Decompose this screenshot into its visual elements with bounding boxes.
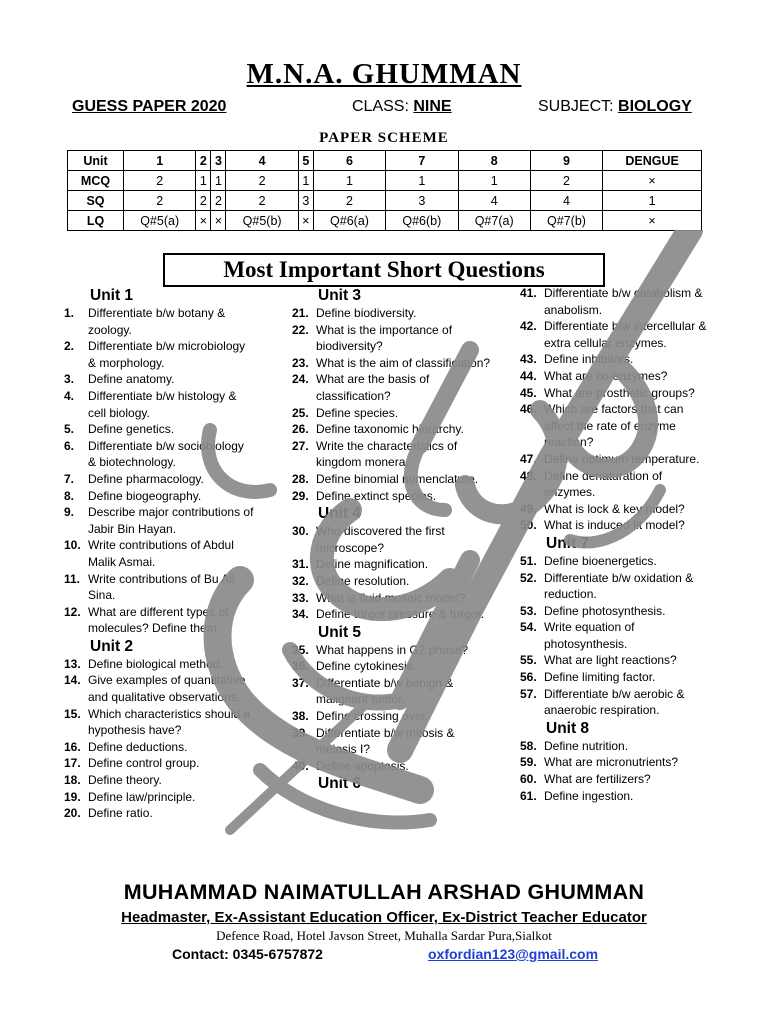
scheme-cell: 2: [124, 171, 196, 191]
question-number: 14.: [64, 673, 81, 688]
question-item: [64, 571, 254, 604]
question-item: [64, 504, 254, 537]
question-item: [64, 772, 254, 789]
scheme-row-label: MCQ: [68, 171, 124, 191]
question-item: [64, 672, 254, 705]
question-number: 61.: [520, 788, 537, 803]
scheme-header-cell: Unit: [68, 151, 124, 171]
question-number: 24.: [292, 372, 309, 387]
question-number: 20.: [64, 806, 81, 821]
question-text: What are different types of molecules? Define them.: [88, 604, 229, 636]
scheme-cell: 1: [603, 191, 702, 211]
unit-heading: Unit 6: [318, 775, 362, 793]
scheme-cell: Q#6(a): [313, 211, 385, 231]
section-banner: Most Important Short Questions: [163, 253, 605, 287]
scheme-header-cell: 1: [124, 151, 196, 171]
question-text: Define ratio.: [88, 806, 153, 821]
question-item: [520, 351, 715, 368]
question-text: Differentiate b/w benign & malignant tumor.: [316, 675, 454, 707]
question-item: [64, 488, 254, 505]
question-number: 19.: [64, 789, 81, 804]
question-text: What are the basis of classification?: [316, 372, 430, 403]
question-text: What is fluid mosaic model?: [316, 590, 466, 605]
contact-phone: Contact: 0345-6757872: [172, 946, 323, 962]
scheme-cell: 2: [226, 191, 298, 211]
scheme-cell: Q#6(b): [386, 211, 458, 231]
question-number: 23.: [292, 355, 309, 370]
question-text: Which characteristics should a hypothesis have?: [88, 706, 251, 738]
question-text: Differentiate b/w microbiology & morphology.: [88, 339, 246, 370]
scheme-header-cell: DENGUE: [603, 151, 702, 171]
question-item: [292, 708, 492, 725]
question-number: 49.: [520, 501, 537, 516]
question-number: 18.: [64, 773, 81, 788]
guess-paper-label: GUESS PAPER 2020: [72, 98, 227, 115]
scheme-cell: 2: [124, 191, 196, 211]
question-number: 48.: [520, 468, 537, 483]
question-item: [520, 285, 715, 318]
question-number: 9.: [64, 505, 75, 520]
question-text: Define bioenergetics.: [544, 553, 657, 568]
class-label: CLASS:: [352, 98, 409, 115]
question-item: [64, 471, 254, 488]
questions-column-3: [520, 285, 715, 804]
author-role: Headmaster, Ex-Assistant Education Officer, Ex-District Teacher Educator: [121, 909, 647, 926]
question-text: Differentiate b/w mitosis & meiosis I?: [316, 725, 455, 757]
question-text: Define genetics.: [88, 422, 175, 437]
question-item: [292, 471, 492, 488]
question-text: Define biodiversity.: [316, 306, 417, 320]
subject-value: BIOLOGY: [618, 98, 692, 115]
scheme-header-cell: 6: [313, 151, 385, 171]
question-text: Define control group.: [88, 756, 200, 771]
question-number: 58.: [520, 738, 537, 753]
question-number: 43.: [520, 352, 537, 367]
question-number: 56.: [520, 670, 537, 685]
question-text: Define biogeography.: [88, 488, 202, 503]
scheme-cell: 2: [196, 191, 211, 211]
question-item: [292, 488, 492, 505]
question-text: Define pharmacology.: [88, 471, 204, 486]
question-text: Differentiate b/w histology & cell biology.: [88, 388, 237, 420]
question-number: 36.: [292, 659, 309, 674]
question-number: 33.: [292, 590, 309, 605]
question-text: Define anatomy.: [88, 372, 175, 387]
question-text: Differentiate b/w sociobiology & biotechnology.: [88, 438, 244, 470]
question-item: [292, 675, 492, 708]
question-number: 37.: [292, 675, 309, 690]
question-number: 28.: [292, 471, 309, 486]
question-number: 54.: [520, 620, 537, 635]
scheme-cell: 2: [313, 191, 385, 211]
question-number: 57.: [520, 686, 537, 701]
scheme-cell: 2: [530, 171, 602, 191]
question-item: [292, 305, 492, 322]
question-number: 41.: [520, 286, 537, 300]
scheme-header-cell: 5: [298, 151, 313, 171]
question-text: What is induced fit model?: [544, 518, 685, 533]
scheme-cell: Q#7(a): [458, 211, 530, 231]
question-number: 47.: [520, 451, 537, 466]
question-item: [292, 421, 492, 438]
question-item: [520, 788, 715, 805]
page-title: M.N.A. GHUMMAN: [246, 58, 522, 90]
question-text: What is lock & key model?: [544, 501, 685, 516]
scheme-header-cell: 2: [196, 151, 211, 171]
unit-heading: Unit 7: [546, 534, 590, 552]
unit-heading: Unit 4: [318, 505, 362, 523]
question-text: Define optimum temperature.: [544, 451, 700, 466]
question-item: [520, 468, 715, 501]
question-number: 2.: [64, 339, 75, 354]
question-number: 26.: [292, 422, 309, 437]
question-item: [520, 771, 715, 788]
question-item: [292, 758, 492, 775]
question-text: Define nutrition.: [544, 738, 629, 753]
question-item: [292, 405, 492, 422]
question-number: 13.: [64, 656, 81, 671]
question-number: 51.: [520, 553, 537, 568]
question-number: 27.: [292, 438, 309, 453]
scheme-cell: Q#5(b): [226, 211, 298, 231]
question-text: What happens in G2 phase?: [316, 642, 469, 657]
question-text: Which are factors that can affect the rate of enzyme reaction?: [544, 402, 684, 450]
question-item: [64, 755, 254, 772]
question-text: Define biological method.: [88, 656, 223, 671]
scheme-cell: 1: [458, 171, 530, 191]
question-text: Define crossing over.: [316, 709, 429, 724]
question-text: Differentiate b/w aerobic & anaerobic respiration.: [544, 686, 685, 718]
question-number: 46.: [520, 402, 537, 417]
question-number: 34.: [292, 607, 309, 622]
question-text: Give examples of quantitative and qualitative observations.: [88, 673, 246, 705]
question-item: [520, 754, 715, 771]
scheme-cell: Q#7(b): [530, 211, 602, 231]
question-item: [64, 537, 254, 570]
question-item: [520, 401, 715, 451]
question-number: 50.: [520, 518, 537, 533]
questions-column-2: [292, 286, 492, 793]
question-item: [520, 553, 715, 570]
question-text: Differentiate b/w botany & zoology.: [88, 306, 226, 337]
question-item: [520, 603, 715, 620]
scheme-cell: 1: [386, 171, 458, 191]
paper-scheme-title: PAPER SCHEME: [319, 130, 449, 146]
question-text: Define theory.: [88, 773, 162, 788]
question-text: Define cytokinesis.: [316, 659, 417, 674]
question-item: [64, 421, 254, 438]
question-item: [520, 570, 715, 603]
question-item: [292, 523, 492, 556]
question-number: 52.: [520, 570, 537, 585]
scheme-header-cell: 3: [211, 151, 226, 171]
question-text: Define extinct species.: [316, 488, 437, 503]
scheme-cell: 3: [298, 191, 313, 211]
scheme-cell: 1: [196, 171, 211, 191]
question-text: What are fertilizers?: [544, 772, 651, 787]
question-text: What are prosthetic groups?: [544, 385, 695, 400]
question-item: [520, 368, 715, 385]
question-number: 55.: [520, 653, 537, 668]
question-number: 1.: [64, 306, 75, 320]
scheme-header-row: [68, 151, 702, 171]
question-text: Define limiting factor.: [544, 670, 656, 685]
scheme-row: [68, 171, 702, 191]
scheme-row: [68, 211, 702, 231]
question-item: [292, 322, 492, 355]
question-text: Define binomial nomenclature.: [316, 471, 479, 486]
question-item: [292, 725, 492, 758]
question-item: [64, 305, 254, 338]
scheme-cell: 2: [226, 171, 298, 191]
question-text: Differentiate b/w catabolism & anabolism.: [544, 286, 703, 317]
scheme-cell: 4: [458, 191, 530, 211]
question-text: What is the importance of biodiversity?: [316, 322, 453, 354]
unit-heading: Unit 5: [318, 623, 362, 641]
scheme-cell: 1: [211, 171, 226, 191]
question-text: Who discovered the first microscope?: [316, 524, 445, 555]
question-item: [520, 385, 715, 402]
question-text: Define denaturation of enzymes.: [544, 468, 663, 500]
scheme-header-cell: 8: [458, 151, 530, 171]
question-number: 7.: [64, 471, 75, 486]
question-number: 5.: [64, 422, 75, 437]
question-item: [64, 805, 254, 822]
question-text: Differentiate b/w intercellular & extra cellular enzymes.: [544, 319, 707, 350]
question-number: 40.: [292, 758, 309, 773]
scheme-cell: 1: [313, 171, 385, 191]
question-number: 35.: [292, 642, 309, 657]
questions-column-1: [64, 286, 254, 822]
scheme-cell: 3: [386, 191, 458, 211]
question-item: [64, 706, 254, 739]
question-number: 22.: [292, 322, 309, 337]
question-number: 17.: [64, 756, 81, 771]
question-number: 11.: [64, 571, 81, 586]
question-text: Define ingestion.: [544, 788, 634, 803]
question-item: [292, 658, 492, 675]
question-number: 15.: [64, 706, 81, 721]
question-text: Define inhibitors.: [544, 352, 634, 367]
question-item: [292, 371, 492, 404]
question-text: What are light reactions?: [544, 653, 677, 668]
question-text: Write the characteristics of kingdom monera.: [316, 438, 458, 470]
question-text: Write equation of photosynthesis.: [544, 620, 635, 651]
question-text: Define apoptosis.: [316, 758, 409, 773]
question-number: 60.: [520, 772, 537, 787]
question-number: 21.: [292, 306, 309, 320]
question-item: [520, 738, 715, 755]
author-address: Defence Road, Hotel Javson Street, Muhalla Sardar Pura,Sialkot: [216, 928, 552, 943]
question-number: 25.: [292, 405, 309, 420]
scheme-cell: 4: [530, 191, 602, 211]
question-number: 42.: [520, 319, 537, 334]
question-item: [64, 338, 254, 371]
scheme-header-cell: 4: [226, 151, 298, 171]
subject-info: [538, 98, 692, 116]
scheme-cell: 2: [211, 191, 226, 211]
question-number: 12.: [64, 604, 81, 619]
question-text: Define species.: [316, 405, 399, 420]
question-number: 10.: [64, 538, 81, 553]
question-item: [520, 652, 715, 669]
scheme-header-cell: 7: [386, 151, 458, 171]
question-item: [64, 371, 254, 388]
question-text: Define magnification.: [316, 557, 429, 572]
question-item: [64, 739, 254, 756]
question-item: [292, 590, 492, 607]
question-item: [520, 451, 715, 468]
scheme-header-cell: 9: [530, 151, 602, 171]
question-number: 16.: [64, 739, 81, 754]
class-info: [352, 98, 452, 116]
question-text: Differentiate b/w oxidation & reduction.: [544, 570, 694, 602]
question-item: [292, 556, 492, 573]
scheme-cell: ×: [603, 211, 702, 231]
question-item: [292, 355, 492, 372]
question-text: What are micronutrients?: [544, 755, 679, 770]
question-number: 29.: [292, 488, 309, 503]
unit-heading: Unit 1: [90, 287, 134, 304]
scheme-row: [68, 191, 702, 211]
question-number: 30.: [292, 524, 309, 539]
question-text: Define taxonomic hierarchy.: [316, 422, 464, 437]
question-text: What are co-enzymes?: [544, 368, 668, 383]
question-number: 4.: [64, 388, 75, 403]
scheme-cell: ×: [298, 211, 313, 231]
question-item: [292, 438, 492, 471]
question-number: 45.: [520, 385, 537, 400]
question-text: Define photosynthesis.: [544, 603, 666, 618]
question-item: [520, 619, 715, 652]
question-number: 31.: [292, 557, 309, 572]
question-item: [64, 438, 254, 471]
question-number: 38.: [292, 709, 309, 724]
question-item: [64, 604, 254, 637]
question-item: [292, 606, 492, 623]
unit-heading: Unit 8: [546, 719, 590, 737]
question-item: [64, 789, 254, 806]
question-text: Define turgor pressure & turgor.: [316, 607, 485, 622]
question-item: [520, 669, 715, 686]
contact-email-link[interactable]: oxfordian123@gmail.com: [428, 946, 599, 962]
question-text: Describe major contributions of Jabir Bin Hayan.: [88, 505, 254, 536]
question-number: 53.: [520, 603, 537, 618]
question-text: What is the aim of classification?: [316, 355, 491, 370]
question-number: 44.: [520, 368, 537, 383]
question-item: [520, 501, 715, 518]
question-number: 3.: [64, 372, 75, 387]
scheme-row-label: SQ: [68, 191, 124, 211]
scheme-cell: 1: [298, 171, 313, 191]
paper-scheme-table: [67, 150, 702, 231]
question-text: Define resolution.: [316, 573, 410, 588]
question-item: [520, 686, 715, 719]
question-number: 39.: [292, 725, 309, 740]
question-text: Write contributions of Abdul Malik Asmai.: [88, 538, 234, 569]
class-value: NINE: [413, 98, 452, 115]
unit-heading: Unit 2: [90, 637, 134, 655]
question-number: 8.: [64, 488, 75, 503]
scheme-cell: Q#5(a): [124, 211, 196, 231]
question-text: Define deductions.: [88, 739, 188, 754]
question-text: Write contributions of Bu Ali Sina.: [88, 571, 235, 603]
question-item: [520, 517, 715, 534]
author-name: MUHAMMAD NAIMATULLAH ARSHAD GHUMMAN: [123, 880, 645, 904]
question-item: [64, 388, 254, 421]
question-item: [292, 573, 492, 590]
scheme-row-label: LQ: [68, 211, 124, 231]
question-number: 6.: [64, 438, 75, 453]
question-text: Define law/principle.: [88, 789, 196, 804]
scheme-cell: ×: [211, 211, 226, 231]
subject-label: SUBJECT:: [538, 98, 614, 115]
question-number: 59.: [520, 755, 537, 770]
scheme-cell: ×: [603, 171, 702, 191]
question-number: 32.: [292, 573, 309, 588]
question-item: [520, 318, 715, 351]
question-item: [292, 642, 492, 659]
unit-heading: Unit 3: [318, 287, 362, 304]
scheme-cell: ×: [196, 211, 211, 231]
question-item: [64, 656, 254, 673]
